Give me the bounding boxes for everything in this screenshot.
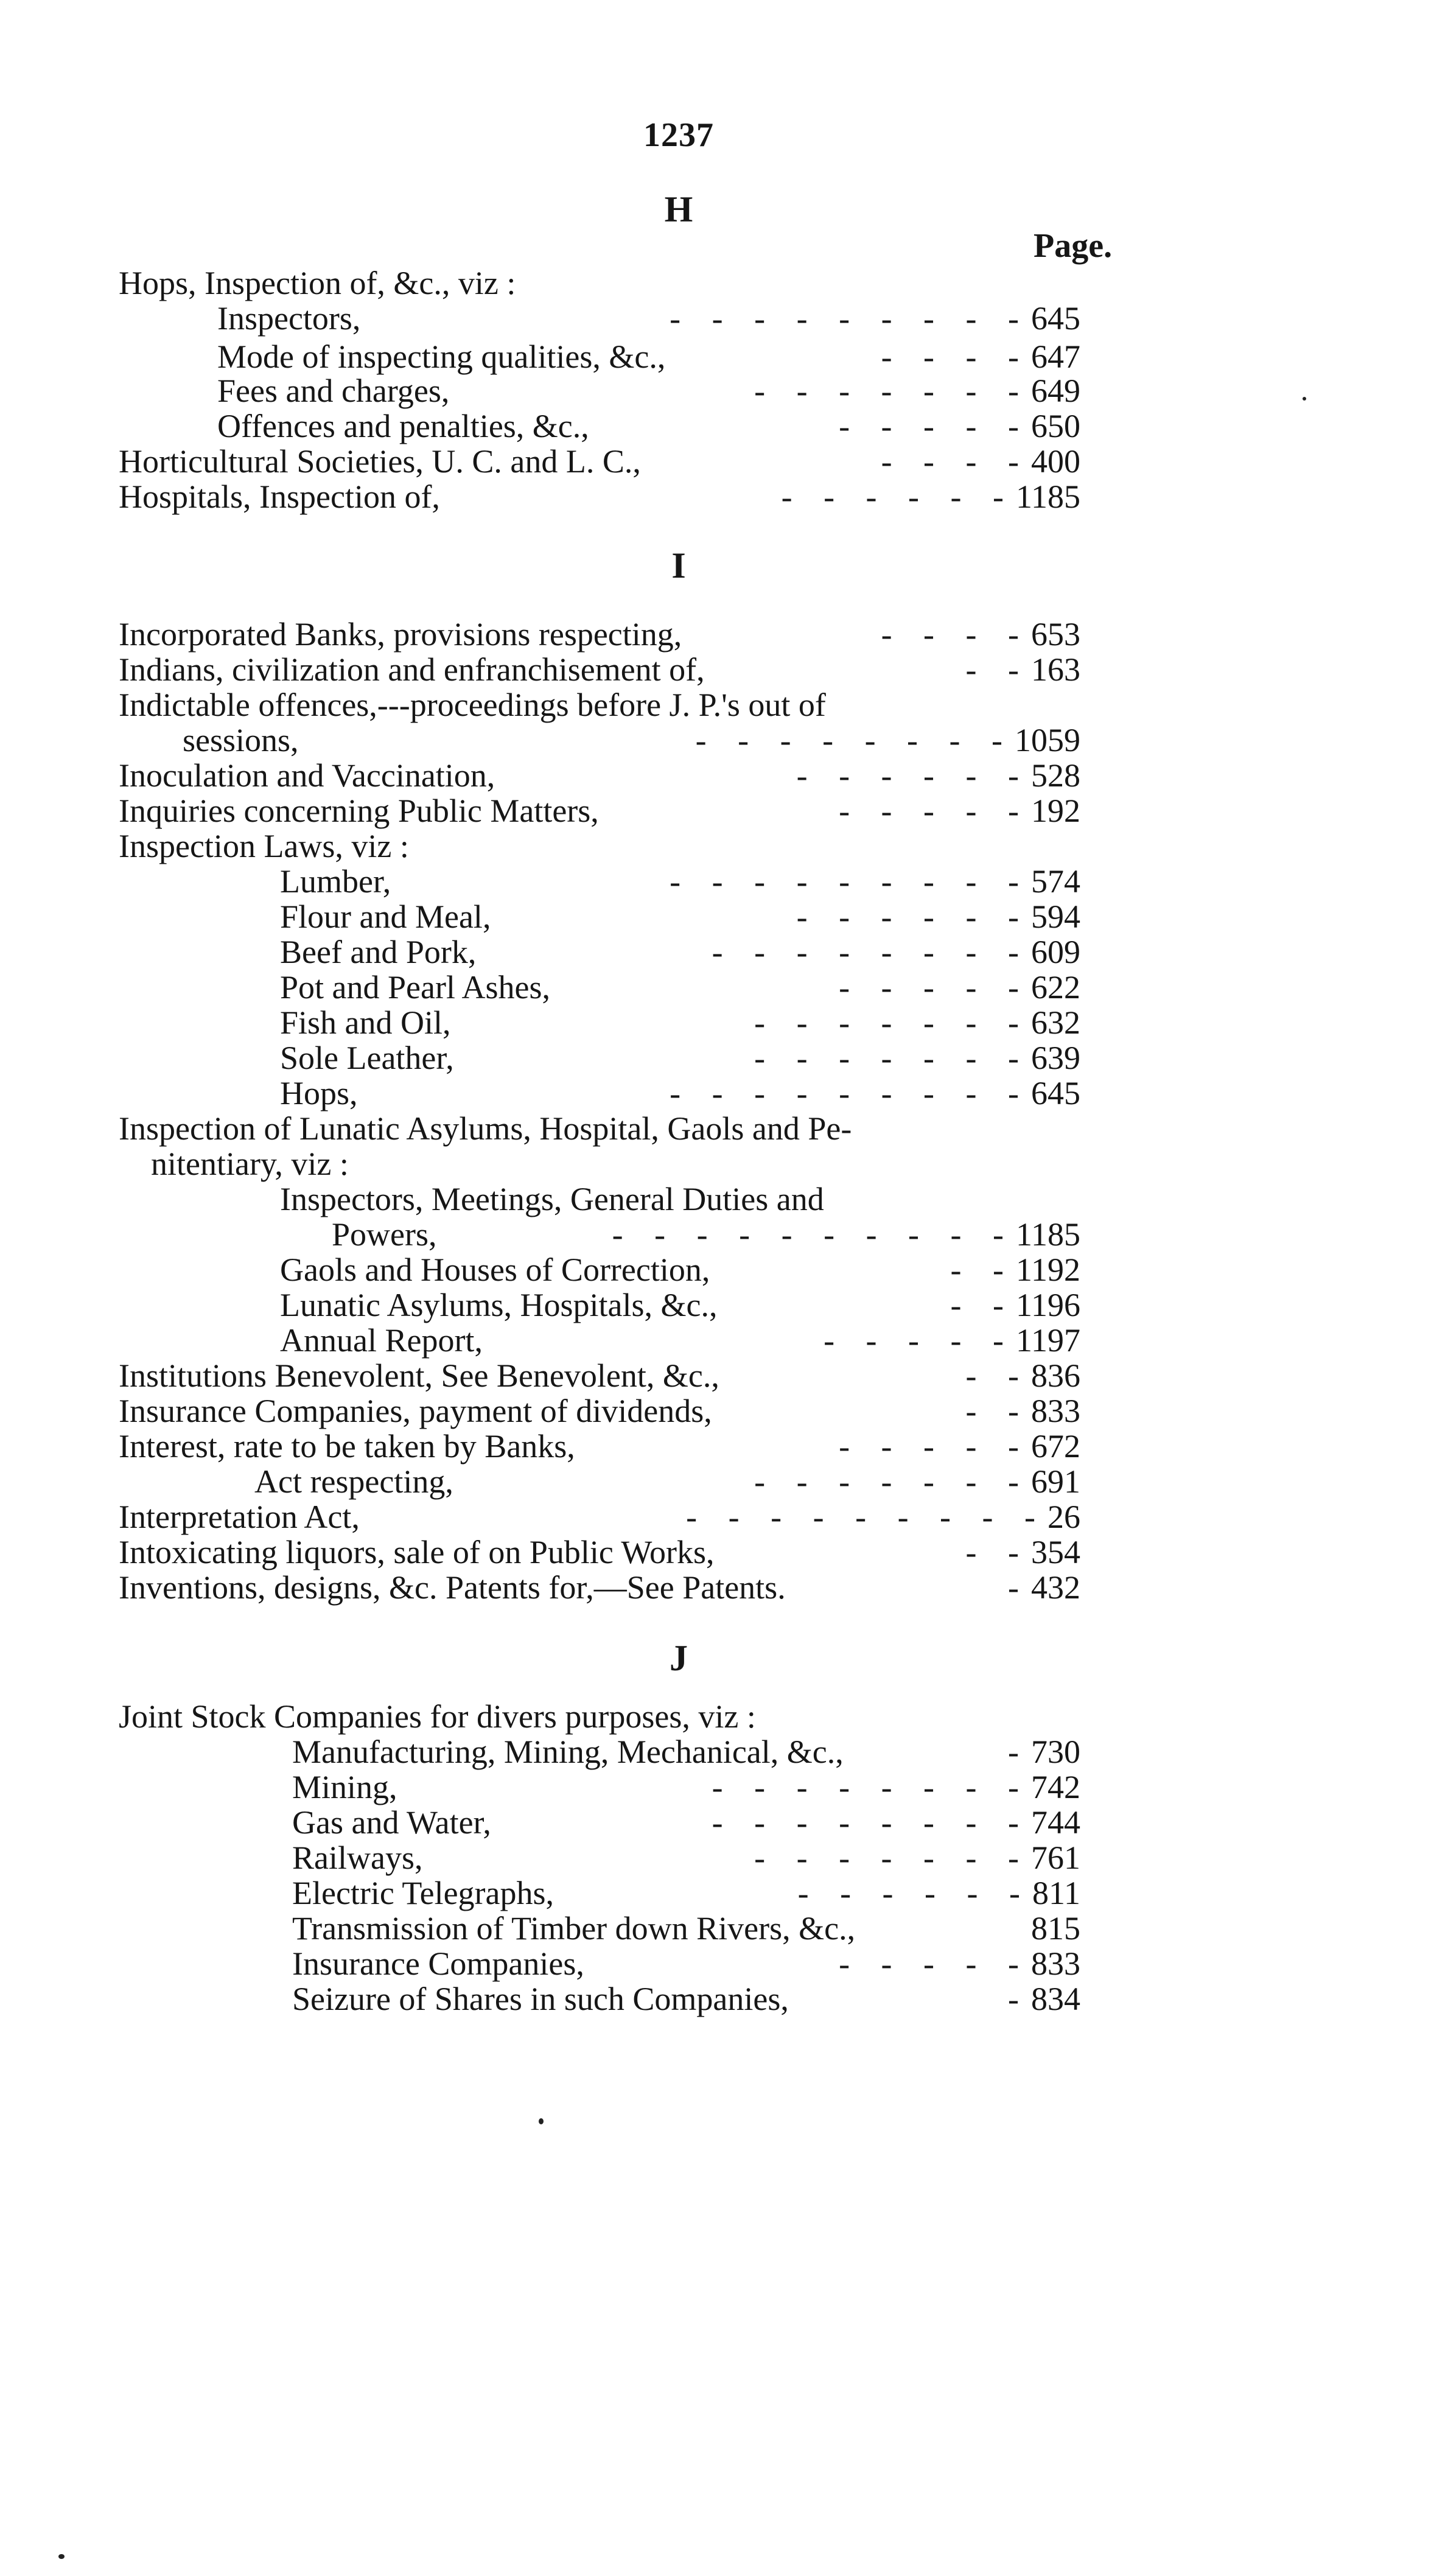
ink-speck xyxy=(1303,397,1306,401)
dot-leader: - - - - - - - - xyxy=(712,1769,1019,1805)
index-entry xyxy=(119,478,1080,515)
entry-label: Mode of inspecting qualities, &c., xyxy=(217,338,666,375)
entry-label: Incorporated Banks, provisions respecting, xyxy=(119,616,682,653)
dot-leader: - xyxy=(1008,1734,1019,1770)
dot-leader: - - xyxy=(950,1251,1004,1288)
entry-label: Beef and Pork, xyxy=(280,934,477,970)
entry-page-number: 836 xyxy=(1031,1357,1080,1394)
page-column-label: Page. xyxy=(1034,227,1113,265)
index-entry xyxy=(280,1040,1080,1076)
entry-label: Intoxicating liquors, sale of on Public Works, xyxy=(119,1534,715,1570)
entry-label: nitentiary, viz : xyxy=(151,1146,349,1182)
entry-label: Hops, xyxy=(280,1075,358,1111)
index-entry xyxy=(280,934,1080,970)
index-entry xyxy=(280,1322,1080,1359)
entry-label: Inventions, designs, &c. Patents for,—See Patents. xyxy=(119,1569,786,1606)
index-entry xyxy=(119,1698,1080,1735)
index-entry xyxy=(292,1981,1080,2017)
entry-label: Inspection Laws, viz : xyxy=(119,828,409,864)
index-entry xyxy=(217,300,1080,337)
dot-leader: - - - - xyxy=(881,338,1019,375)
section-heading-h: H xyxy=(664,189,693,229)
entry-label: Joint Stock Companies for divers purposes, viz : xyxy=(119,1698,756,1735)
index-entry xyxy=(119,1428,1080,1465)
index-entry xyxy=(254,1463,1080,1500)
index-entry xyxy=(183,722,1080,758)
index-entry xyxy=(280,969,1080,1006)
entry-page-number: 432 xyxy=(1031,1569,1080,1606)
dot-leader: - - xyxy=(950,1287,1004,1323)
entry-label: Interest, rate to be taken by Banks, xyxy=(119,1428,575,1465)
entry-page-number: 742 xyxy=(1031,1769,1080,1805)
index-entry xyxy=(119,1110,1080,1147)
dot-leader: - - - - - - - xyxy=(754,1463,1019,1500)
entry-page-number: 163 xyxy=(1031,651,1080,688)
entry-label: Electric Telegraphs, xyxy=(292,1875,554,1911)
entry-label: Inspection of Lunatic Asylums, Hospital, Gaols and Pe- xyxy=(119,1110,852,1147)
dot-leader: - - - - xyxy=(881,443,1019,480)
index-entry xyxy=(217,338,1080,375)
entry-label: Fish and Oil, xyxy=(280,1004,451,1041)
entry-page-number: 1192 xyxy=(1016,1251,1080,1288)
entry-label: Hops, Inspection of, &c., viz : xyxy=(119,265,516,301)
index-entry xyxy=(280,1287,1080,1323)
entry-page-number: 1197 xyxy=(1016,1322,1080,1359)
index-entry xyxy=(217,408,1080,444)
index-entry xyxy=(292,1875,1080,1911)
entry-page-number: 811 xyxy=(1032,1875,1080,1911)
entry-label: Institutions Benevolent, See Benevolent, &c., xyxy=(119,1357,719,1394)
entry-label: Mining, xyxy=(292,1769,397,1805)
index-entry xyxy=(119,793,1080,829)
entry-page-number: 833 xyxy=(1031,1393,1080,1429)
entry-label: Horticultural Societies, U. C. and L. C., xyxy=(119,443,641,480)
index-entry xyxy=(119,616,1080,653)
entry-label: Manufacturing, Mining, Mechanical, &c., xyxy=(292,1734,844,1770)
entry-label: Hospitals, Inspection of, xyxy=(119,478,440,515)
index-entry xyxy=(151,1146,1080,1182)
index-entry xyxy=(119,1569,1080,1606)
dot-leader: - - xyxy=(965,1534,1019,1570)
dot-leader: - - - - - - - - - xyxy=(670,300,1019,337)
entry-page-number: 653 xyxy=(1031,616,1080,653)
dot-leader: - - - - - - xyxy=(796,757,1019,794)
entry-label: Inoculation and Vaccination, xyxy=(119,757,495,794)
dot-leader: - - - - - - - xyxy=(754,373,1019,409)
entry-label: Powers, xyxy=(332,1216,437,1253)
index-entry xyxy=(119,651,1080,688)
entry-label: Inquiries concerning Public Matters, xyxy=(119,793,599,829)
entry-page-number: 1185 xyxy=(1016,1216,1080,1253)
index-entry xyxy=(119,828,1080,864)
entry-label: Offences and penalties, &c., xyxy=(217,408,589,444)
index-entry xyxy=(280,1181,1080,1217)
entry-label: Lunatic Asylums, Hospitals, &c., xyxy=(280,1287,718,1323)
index-entry xyxy=(119,1499,1080,1535)
entry-page-number: 650 xyxy=(1031,408,1080,444)
entry-page-number: 1185 xyxy=(1016,478,1080,515)
index-entry xyxy=(332,1216,1080,1253)
entry-label: Lumber, xyxy=(280,863,391,900)
index-entry xyxy=(292,1734,1080,1770)
index-entry xyxy=(292,1839,1080,1876)
entry-page-number: 834 xyxy=(1031,1981,1080,2017)
entry-page-number: 1059 xyxy=(1015,722,1080,758)
index-entry xyxy=(119,687,1080,723)
index-entry xyxy=(292,1804,1080,1841)
entry-page-number: 639 xyxy=(1031,1040,1080,1076)
dot-leader: - - - - - - - - xyxy=(712,1804,1019,1841)
dot-leader: - - - - - - xyxy=(797,1875,1020,1911)
entry-page-number: 622 xyxy=(1031,969,1080,1006)
entry-page-number: 645 xyxy=(1031,300,1080,337)
ink-speck xyxy=(58,2554,65,2559)
dot-leader: - - - - - xyxy=(839,793,1019,829)
index-entry xyxy=(280,863,1080,900)
entry-page-number: 815 xyxy=(1031,1910,1080,1947)
dot-leader: - xyxy=(1008,1981,1019,2017)
section-heading-j: J xyxy=(670,1638,688,1678)
dot-leader: - - - - - - xyxy=(781,478,1004,515)
entry-label: Interpretation Act, xyxy=(119,1499,360,1535)
dot-leader: - - - - xyxy=(881,616,1019,653)
entry-page-number: 730 xyxy=(1031,1734,1080,1770)
dot-leader: - - xyxy=(965,1357,1019,1394)
dot-leader: - - - - - - - - - - xyxy=(612,1216,1004,1253)
dot-leader: - - - - - - - - xyxy=(695,722,1002,758)
entry-page-number: 609 xyxy=(1031,934,1080,970)
entry-label: Insurance Companies, xyxy=(292,1945,584,1982)
entry-label: Act respecting, xyxy=(254,1463,453,1500)
entry-page-number: 354 xyxy=(1031,1534,1080,1570)
entry-label: Seizure of Shares in such Companies, xyxy=(292,1981,789,2017)
index-entry xyxy=(119,1534,1080,1570)
entry-page-number: 1196 xyxy=(1016,1287,1080,1323)
entry-label: Indians, civilization and enfranchisement of, xyxy=(119,651,705,688)
dot-leader: - - - - - - xyxy=(796,898,1019,935)
index-entry xyxy=(280,1004,1080,1041)
entry-page-number: 645 xyxy=(1031,1075,1080,1111)
dot-leader: - - - - - xyxy=(839,1945,1019,1982)
entry-label: Indictable offences,---proceedings before J. P.'s out of xyxy=(119,687,826,723)
entry-label: Gaols and Houses of Correction, xyxy=(280,1251,710,1288)
entry-page-number: 192 xyxy=(1031,793,1080,829)
dot-leader: - xyxy=(1008,1569,1019,1606)
entry-label: Insurance Companies, payment of dividends, xyxy=(119,1393,712,1429)
entry-page-number: 632 xyxy=(1031,1004,1080,1041)
dot-leader: - - - - - - - xyxy=(754,1839,1019,1876)
entry-page-number: 528 xyxy=(1031,757,1080,794)
dot-leader: - - - - - xyxy=(839,408,1019,444)
entry-page-number: 672 xyxy=(1031,1428,1080,1465)
entry-label: Inspectors, xyxy=(217,300,361,337)
entry-page-number: 594 xyxy=(1031,898,1080,935)
entry-page-number: 761 xyxy=(1031,1839,1080,1876)
section-heading-i: I xyxy=(671,545,686,586)
ink-speck xyxy=(539,2118,544,2124)
entry-page-number: 574 xyxy=(1031,863,1080,900)
entry-label: Pot and Pearl Ashes, xyxy=(280,969,550,1006)
dot-leader: - - xyxy=(965,1393,1019,1429)
entry-label: Transmission of Timber down Rivers, &c., xyxy=(292,1910,856,1947)
entry-label: Inspectors, Meetings, General Duties and xyxy=(280,1181,824,1217)
entry-page-number: 649 xyxy=(1031,373,1080,409)
dot-leader: - - xyxy=(965,651,1019,688)
entry-page-number: 26 xyxy=(1048,1499,1080,1535)
index-entry xyxy=(292,1945,1080,1982)
entry-label: Flour and Meal, xyxy=(280,898,491,935)
index-entry xyxy=(119,757,1080,794)
index-entry xyxy=(280,1251,1080,1288)
index-entry xyxy=(119,1393,1080,1429)
dot-leader: - - - - - - - xyxy=(754,1004,1019,1041)
entry-page-number: 691 xyxy=(1031,1463,1080,1500)
entry-page-number: 647 xyxy=(1031,338,1080,375)
index-entry xyxy=(119,443,1080,480)
entry-label: Fees and charges, xyxy=(217,373,450,409)
entry-label: sessions, xyxy=(183,722,299,758)
index-entry xyxy=(119,1357,1080,1394)
entry-page-number: 833 xyxy=(1031,1945,1080,1982)
index-entry xyxy=(280,1075,1080,1111)
dot-leader: - - - - - - - - - xyxy=(670,1075,1019,1111)
dot-leader: - - - - - - - xyxy=(754,1040,1019,1076)
entry-label: Gas and Water, xyxy=(292,1804,491,1841)
entry-page-number: 400 xyxy=(1031,443,1080,480)
dot-leader: - - - - - - - - - xyxy=(670,863,1019,900)
dot-leader: - - - - - xyxy=(824,1322,1004,1359)
index-entry xyxy=(292,1769,1080,1805)
index-entry xyxy=(280,898,1080,935)
index-entry xyxy=(217,373,1080,409)
dot-leader: - - - - - - - - - xyxy=(686,1499,1035,1535)
dot-leader: - - - - - xyxy=(839,969,1019,1006)
dot-leader: - - - - - - - - xyxy=(712,934,1019,970)
dot-leader: - - - - - xyxy=(839,1428,1019,1465)
entry-label: Annual Report, xyxy=(280,1322,483,1359)
page-number: 1237 xyxy=(643,116,714,154)
index-entry xyxy=(119,265,1080,301)
index-entry xyxy=(292,1910,1080,1947)
entry-page-number: 744 xyxy=(1031,1804,1080,1841)
entry-label: Sole Leather, xyxy=(280,1040,454,1076)
entry-label: Railways, xyxy=(292,1839,423,1876)
